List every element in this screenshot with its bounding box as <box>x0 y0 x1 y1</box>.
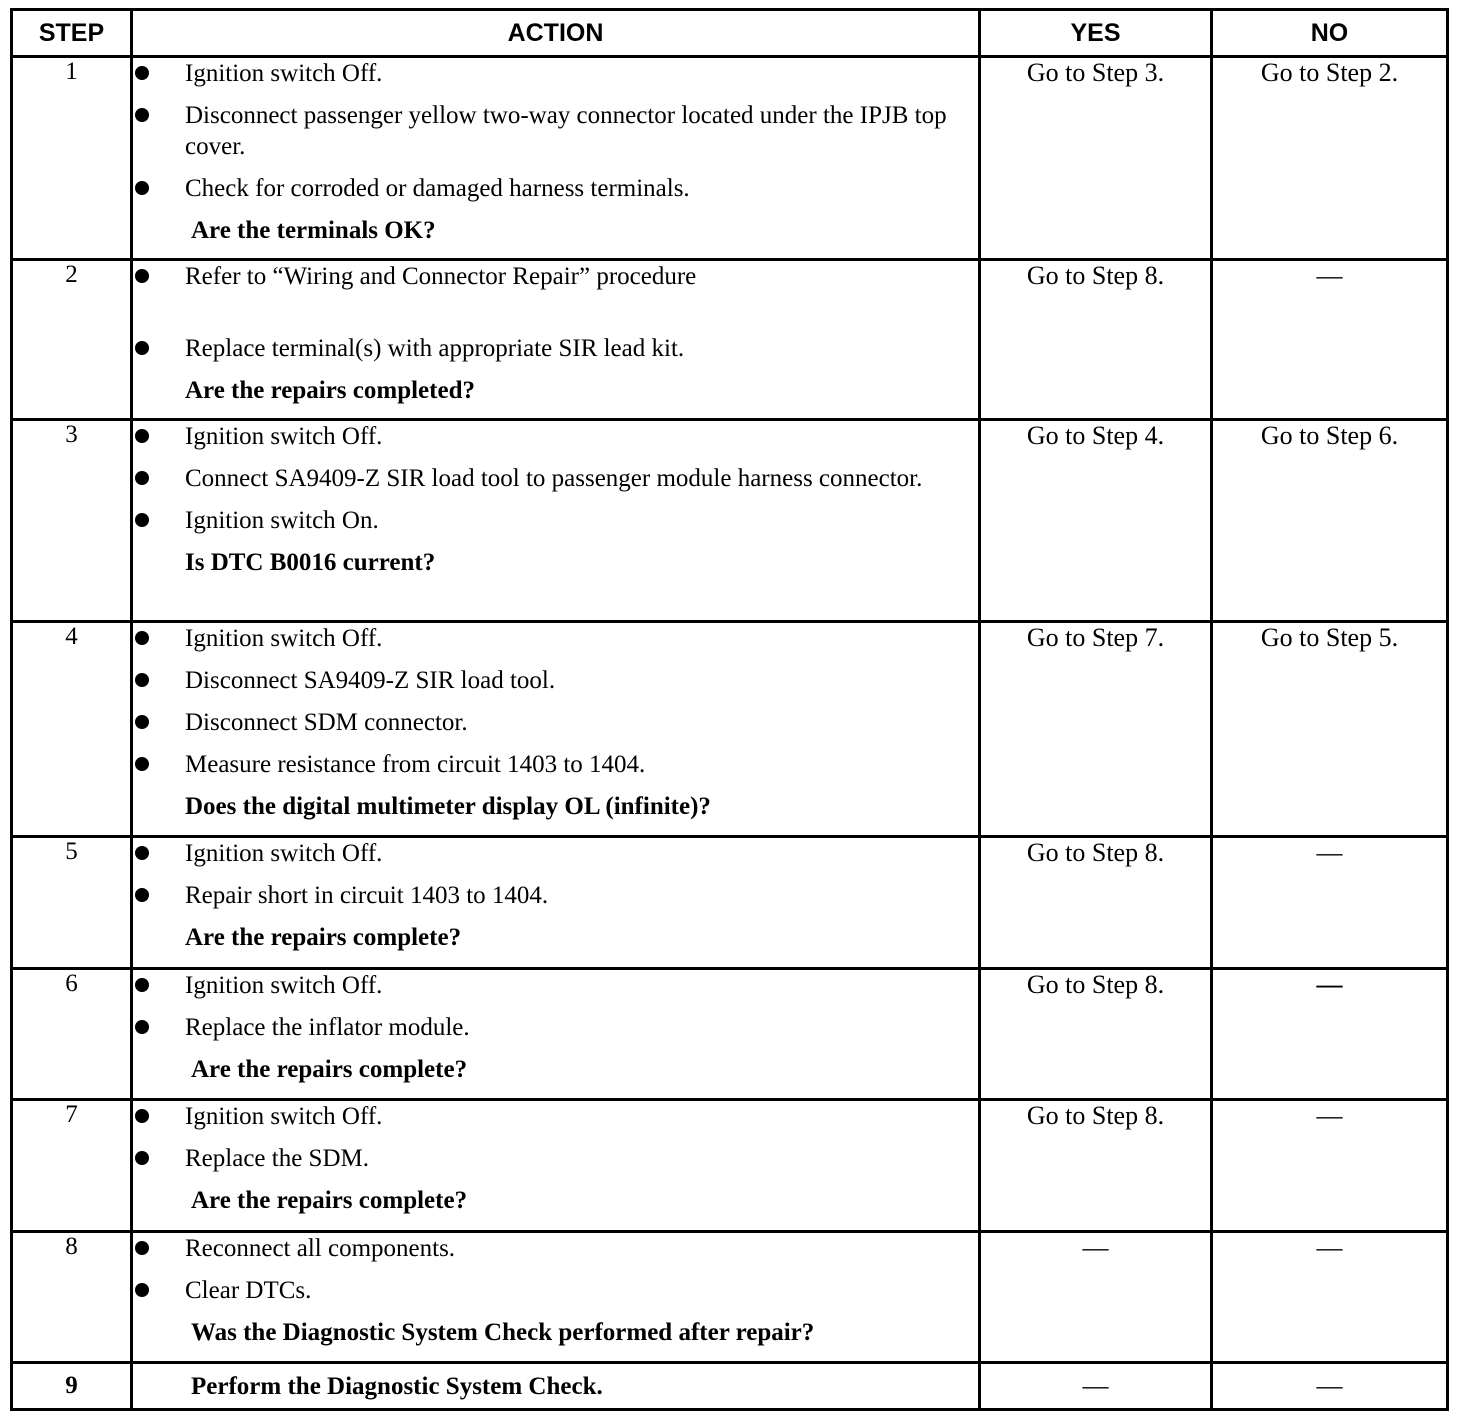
bullet-text: Replace the SDM. <box>185 1145 369 1172</box>
bullet-text: Reconnect all components. <box>185 1235 456 1262</box>
yes-result: Go to Step 8. <box>980 837 1212 969</box>
action-cell <box>132 420 980 622</box>
action-bullet <box>133 623 978 654</box>
action-cell <box>132 1363 980 1410</box>
bullet-icon <box>135 757 149 771</box>
action-bullet <box>133 1233 978 1264</box>
yes-result: Go to Step 8. <box>980 260 1212 420</box>
action-question: Are the terminals OK? <box>191 217 436 244</box>
bullet-text: Ignition switch Off. <box>185 625 383 652</box>
table-row <box>12 57 1448 260</box>
action-bullet <box>133 173 978 204</box>
action-bullet <box>133 970 978 1001</box>
table-row <box>12 837 1448 969</box>
action-question: Are the repairs complete? <box>185 924 462 951</box>
header-no: NO <box>1212 10 1448 57</box>
action-bullet <box>133 100 978 162</box>
no-result: — <box>1212 1232 1448 1363</box>
action-bullet <box>133 1275 978 1306</box>
step-number: 5 <box>12 837 132 969</box>
table-row <box>12 1100 1448 1232</box>
step-number: 2 <box>12 260 132 420</box>
bullet-text: Replace the inflator module. <box>185 1014 470 1041</box>
action-cell <box>132 969 980 1100</box>
bullet-text: Ignition switch Off. <box>185 840 383 867</box>
action-question: Perform the Diagnostic System Check. <box>191 1372 603 1400</box>
bullet-icon <box>135 631 149 645</box>
diagnostic-table <box>10 8 1449 1411</box>
action-question: Are the repairs complete? <box>191 1187 468 1214</box>
yes-result: — <box>980 1363 1212 1410</box>
bullet-icon <box>135 181 149 195</box>
yes-result: Go to Step 4. <box>980 420 1212 622</box>
yes-result: Go to Step 3. <box>980 57 1212 260</box>
bullet-text: Replace terminal(s) with appropriate SIR lead kit. <box>185 335 685 362</box>
header-action: ACTION <box>132 10 980 57</box>
bullet-text: Disconnect passenger yellow two-way connector located under the IPJB top cover. <box>185 102 947 160</box>
bullet-icon <box>135 846 149 860</box>
bullet-icon <box>135 108 149 122</box>
no-result: — <box>1212 260 1448 420</box>
step-number: 8 <box>12 1232 132 1363</box>
bullet-text: Ignition switch Off. <box>185 60 383 87</box>
bullet-icon <box>135 978 149 992</box>
bullet-text: Disconnect SDM connector. <box>185 709 468 736</box>
bullet-icon <box>135 513 149 527</box>
bullet-text: Ignition switch On. <box>185 507 379 534</box>
header-yes: YES <box>980 10 1212 57</box>
yes-result: Go to Step 8. <box>980 969 1212 1100</box>
yes-result: — <box>980 1232 1212 1363</box>
action-bullet <box>133 1101 978 1132</box>
bullet-icon <box>135 1109 149 1123</box>
bullet-icon <box>135 429 149 443</box>
no-result: Go to Step 6. <box>1212 420 1448 622</box>
bullet-icon <box>135 1241 149 1255</box>
table-row <box>12 1232 1448 1363</box>
action-bullet <box>133 749 978 780</box>
bullet-icon <box>135 1283 149 1297</box>
action-bullet <box>133 505 978 536</box>
action-cell <box>132 1232 980 1363</box>
no-result: — <box>1212 1363 1448 1410</box>
action-question: Was the Diagnostic System Check performed after repair? <box>191 1319 815 1346</box>
table-row <box>12 622 1448 837</box>
table-row <box>12 420 1448 622</box>
action-bullet <box>133 880 978 911</box>
step-number: 6 <box>12 969 132 1100</box>
bullet-text: Repair short in circuit 1403 to 1404. <box>185 882 549 909</box>
no-result: — <box>1212 837 1448 969</box>
step-number: 9 <box>12 1363 132 1410</box>
bullet-icon <box>135 673 149 687</box>
bullet-icon <box>135 888 149 902</box>
bullet-icon <box>135 1020 149 1034</box>
action-question: Are the repairs complete? <box>191 1056 468 1083</box>
action-bullet <box>133 421 978 452</box>
bullet-text: Connect SA9409-Z SIR load tool to passenger module harness connector. <box>185 465 923 492</box>
table-row <box>12 260 1448 420</box>
bullet-text: Ignition switch Off. <box>185 423 383 450</box>
bullet-text: Disconnect SA9409-Z SIR load tool. <box>185 667 556 694</box>
yes-result: Go to Step 7. <box>980 622 1212 837</box>
action-bullet <box>133 707 978 738</box>
action-bullet <box>133 1143 978 1174</box>
bullet-text: Measure resistance from circuit 1403 to 1404. <box>185 751 646 778</box>
action-bullet <box>133 838 978 869</box>
action-bullet <box>133 333 978 364</box>
step-number: 3 <box>12 420 132 622</box>
bullet-icon <box>135 1151 149 1165</box>
action-question: Is DTC B0016 current? <box>185 549 436 576</box>
no-result: Go to Step 5. <box>1212 622 1448 837</box>
bullet-text: Refer to “Wiring and Connector Repair” procedure <box>185 263 697 290</box>
action-cell <box>132 1100 980 1232</box>
no-result: — <box>1212 969 1448 1100</box>
action-bullet <box>133 58 978 89</box>
table-row <box>12 969 1448 1100</box>
bullet-icon <box>135 66 149 80</box>
action-cell <box>132 622 980 837</box>
bullet-text: Check for corroded or damaged harness terminals. <box>185 175 690 202</box>
action-bullet <box>133 665 978 696</box>
action-question: Are the repairs completed? <box>185 377 475 404</box>
bullet-icon <box>135 269 149 283</box>
action-question: Does the digital multimeter display OL (infinite)? <box>185 793 711 820</box>
no-result: Go to Step 2. <box>1212 57 1448 260</box>
bullet-icon <box>135 715 149 729</box>
bullet-icon <box>135 341 149 355</box>
table-row <box>12 1363 1448 1410</box>
bullet-icon <box>135 471 149 485</box>
action-bullet <box>133 1012 978 1043</box>
action-cell <box>132 837 980 969</box>
bullet-text: Ignition switch Off. <box>185 1103 383 1130</box>
step-number: 7 <box>12 1100 132 1232</box>
action-cell <box>132 57 980 260</box>
bullet-text: Ignition switch Off. <box>185 972 383 999</box>
header-row <box>12 10 1448 57</box>
no-result: — <box>1212 1100 1448 1232</box>
step-number: 1 <box>12 57 132 260</box>
action-bullet <box>133 261 978 292</box>
action-cell <box>132 260 980 420</box>
action-bullet <box>133 463 978 494</box>
bullet-text: Clear DTCs. <box>185 1277 312 1304</box>
step-number: 4 <box>12 622 132 837</box>
header-step: STEP <box>12 10 132 57</box>
yes-result: Go to Step 8. <box>980 1100 1212 1232</box>
